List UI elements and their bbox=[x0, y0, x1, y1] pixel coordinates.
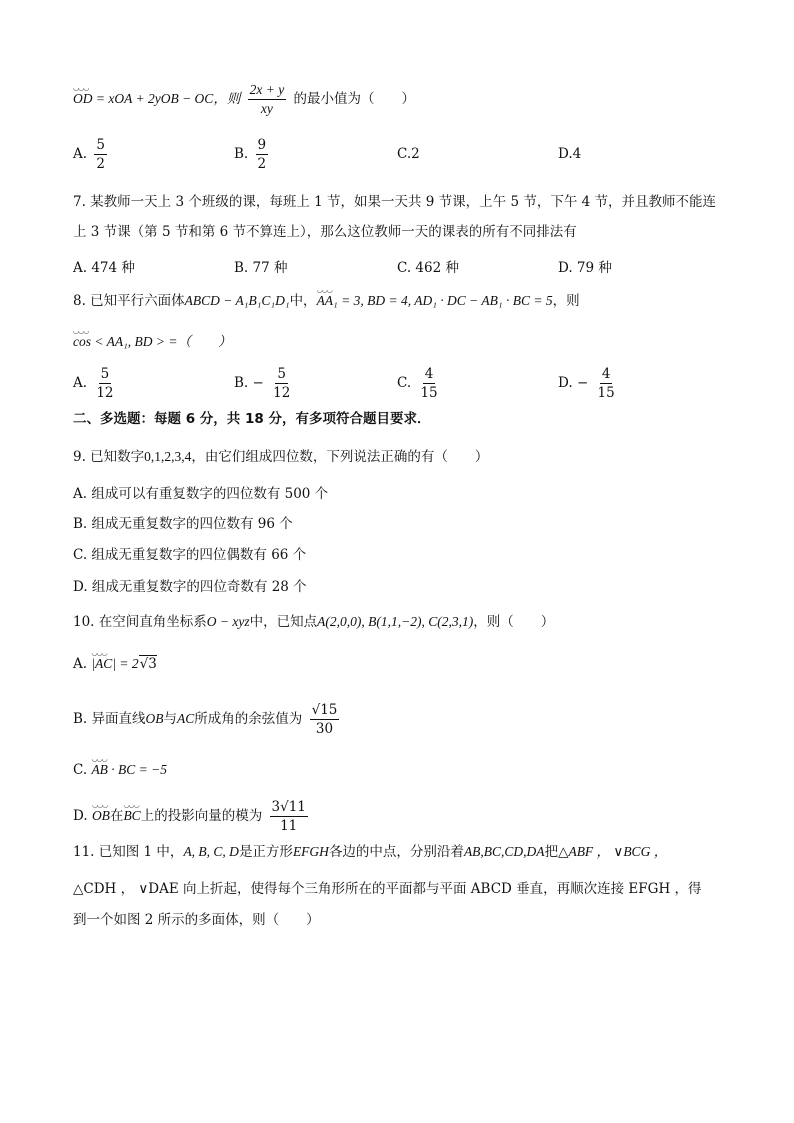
q6-lead-text: ◡◡◡ OD = xOA + 2yOB − OC，则 bbox=[73, 90, 240, 108]
option-letter: C. bbox=[73, 762, 88, 778]
frac-den: 12 bbox=[273, 385, 291, 401]
option-letter: A. bbox=[73, 656, 88, 672]
option-letter: B. bbox=[234, 146, 249, 162]
q7-option-d[interactable]: D. 79 种 bbox=[558, 260, 612, 276]
q11-triangles: △ABF ， ∨BCG ， bbox=[558, 844, 668, 859]
q8-line-2 bbox=[73, 333, 232, 351]
q8-cos-expr: ◡◡◡ cos < AA₁, BD > =（ ） bbox=[73, 333, 232, 351]
q11-line-1 bbox=[73, 843, 667, 861]
option-letter: C. bbox=[397, 146, 412, 162]
q11-line-3: 到一个如图 2 所示的多面体，则（ ） bbox=[73, 912, 320, 928]
option-letter: D. bbox=[558, 146, 573, 162]
q8-option-c-frac bbox=[418, 366, 439, 401]
frac-den: 2 bbox=[96, 156, 105, 172]
frac-num: 5 bbox=[100, 366, 110, 382]
section-2-heading: 二、多选题：每题 6 分，共 18 分，有多项符合题目要求． bbox=[73, 411, 431, 427]
q6-option-a[interactable] bbox=[73, 137, 110, 172]
q8-option-b[interactable] bbox=[234, 366, 295, 401]
q9-stem-a: 9. 已知数字 bbox=[73, 449, 145, 465]
q7-line-2: 上 3 节课（第 5 节和第 6 节不算连上），那么这位教师一天的课表的所有不同排法有 bbox=[73, 224, 577, 240]
q8-option-a[interactable] bbox=[73, 366, 119, 401]
q9-stem-b: ，由它们组成四位数，下列说法正确的有（ ） bbox=[191, 449, 489, 465]
q11-line1-a: 11. 已知图 1 中， bbox=[73, 844, 184, 860]
q8-prefix: 8. 已知平行六面体 bbox=[73, 293, 185, 309]
frac-den: 2 bbox=[257, 156, 267, 172]
q10-option-b-post: 所成角的余弦值为 bbox=[194, 711, 303, 727]
frac-num: 4 bbox=[601, 366, 611, 382]
q8-conditions: ◡◡◡ AA₁ = 3, BD = 4, AD₁ · DC − AB₁ · BC = 5 bbox=[317, 292, 553, 310]
q11-line-2: △CDH ， ∨DAE 向上折起，使得每个三角形所在的平面都与平面 ABCD 垂直，再顺次连接 EFGH ，得 bbox=[73, 881, 702, 897]
q9-option-b[interactable]: B. 组成无重复数字的四位数有 96 个 bbox=[73, 516, 293, 532]
q11-edges: AB,BC,CD,DA bbox=[463, 844, 545, 859]
q6-tail-text: 的最小值为（ ） bbox=[293, 91, 416, 107]
q10-option-b-ob: OB bbox=[145, 711, 164, 726]
q10-stem bbox=[73, 613, 554, 631]
radicand: 3 bbox=[148, 656, 157, 672]
frac-num: 5 bbox=[96, 137, 105, 153]
option-letter: D. bbox=[73, 808, 88, 824]
radicand: 15 bbox=[320, 702, 338, 718]
q10-option-b[interactable] bbox=[73, 702, 342, 737]
q10-option-b-mid: 与 bbox=[163, 711, 178, 727]
option-text: 2 bbox=[411, 146, 420, 162]
q7-option-b[interactable]: B. 77 种 bbox=[234, 260, 288, 276]
q10-option-d-ob: ◡◡◡ OB bbox=[92, 807, 110, 825]
q10-option-c[interactable] bbox=[73, 761, 167, 779]
option-text: 4 bbox=[572, 146, 582, 162]
option-letter: A. bbox=[73, 375, 88, 391]
q9-stem bbox=[73, 448, 488, 466]
q11-points: A, B, C, D bbox=[183, 844, 239, 859]
q6-option-b[interactable] bbox=[234, 137, 271, 172]
frac-den: 12 bbox=[96, 385, 114, 401]
q6-option-d[interactable] bbox=[558, 146, 581, 162]
q6-option-a-frac bbox=[94, 137, 107, 172]
q10-option-c-expr: ◡◡◡ AB · BC = −5 bbox=[91, 761, 167, 779]
q10-option-b-pre: B. 异面直线 bbox=[73, 711, 146, 727]
q8-option-a-frac bbox=[94, 366, 115, 401]
option-letter: B. bbox=[234, 375, 249, 391]
frac-den: 15 bbox=[420, 385, 438, 401]
frac-num: 9 bbox=[257, 137, 267, 153]
q6-frac-den: xy bbox=[260, 101, 273, 116]
option-letter: C. bbox=[397, 375, 412, 391]
q10-option-d-post: 上的投影向量的模为 bbox=[140, 808, 263, 824]
q9-option-a[interactable]: A. 组成可以有重复数字的四位数有 500 个 bbox=[73, 486, 329, 502]
q6-fraction bbox=[248, 82, 287, 117]
q8-line-1 bbox=[73, 292, 580, 310]
q11-square: EFGH bbox=[292, 844, 329, 859]
q8-mid: 中， bbox=[289, 293, 317, 309]
q10-stem-c: ，则（ ） bbox=[473, 614, 555, 630]
q6-stem bbox=[73, 82, 415, 117]
q7-option-a[interactable]: A. 474 种 bbox=[73, 260, 135, 276]
q11-line1-d: 把 bbox=[544, 844, 559, 860]
q6-option-c[interactable] bbox=[397, 146, 420, 162]
frac-num: 4 bbox=[424, 366, 434, 382]
q9-option-c[interactable]: C. 组成无重复数字的四位偶数有 66 个 bbox=[73, 547, 307, 563]
q10-option-d[interactable] bbox=[73, 799, 311, 834]
option-sign: − bbox=[252, 375, 264, 391]
q7-line-1: 7. 某教师一天上 3 个班级的课，每班上 1 节，如果一天共 9 节课，上午 5 节，下午 4 节，并且教师不能连 bbox=[73, 194, 717, 210]
q10-option-b-ac: AC bbox=[177, 711, 195, 726]
coef: 3 bbox=[271, 799, 281, 815]
q9-digits: 0,1,2,3,4 bbox=[144, 449, 192, 464]
frac-num: 5 bbox=[277, 366, 287, 382]
frac-num: √15 bbox=[311, 702, 338, 718]
option-sign: − bbox=[576, 375, 589, 391]
q10-option-a-radicand: √3 bbox=[139, 656, 157, 672]
q9-option-d[interactable]: D. 组成无重复数字的四位奇数有 28 个 bbox=[73, 579, 307, 595]
q8-suffix: ，则 bbox=[552, 293, 580, 309]
q10-option-d-bc: ◡◡◡ BC bbox=[123, 807, 140, 825]
q6-option-b-frac bbox=[256, 137, 269, 172]
q10-option-d-frac bbox=[270, 799, 308, 834]
frac-den: 11 bbox=[280, 818, 298, 834]
q6-frac-num: 2x + y bbox=[248, 82, 287, 100]
q11-line1-b: 是正方形 bbox=[238, 844, 293, 860]
q11-line1-c: 各边的中点，分别沿着 bbox=[328, 844, 464, 860]
option-letter: D. bbox=[558, 375, 573, 391]
q7-option-c[interactable]: C. 462 种 bbox=[397, 260, 459, 276]
q10-stem-a: 10. 在空间直角坐标系 bbox=[73, 614, 207, 630]
q10-stem-b: 中，已知点 bbox=[249, 614, 318, 630]
radicand: 11 bbox=[288, 799, 306, 815]
q10-points: A(2,0,0), B(1,1,−2), C(2,3,1) bbox=[317, 614, 474, 629]
q10-option-a[interactable] bbox=[73, 655, 157, 673]
option-letter: A. bbox=[73, 146, 88, 162]
q8-option-d-frac bbox=[596, 366, 617, 401]
q10-option-a-lhs: ◡◡◡ |AC| = 2 bbox=[91, 655, 138, 673]
q10-option-d-mid: 在 bbox=[109, 808, 124, 824]
frac-den: 30 bbox=[315, 721, 334, 737]
q10-system: O − xyz bbox=[206, 614, 250, 629]
frac-num: 3√11 bbox=[271, 799, 306, 815]
q8-option-c[interactable] bbox=[397, 366, 443, 401]
q8-solid: ABCD − A₁B₁C₁D₁ bbox=[184, 293, 290, 308]
frac-den: 15 bbox=[597, 385, 615, 401]
q8-option-d[interactable] bbox=[558, 366, 620, 401]
q8-option-b-frac bbox=[271, 366, 292, 401]
q10-option-b-frac bbox=[310, 702, 340, 737]
